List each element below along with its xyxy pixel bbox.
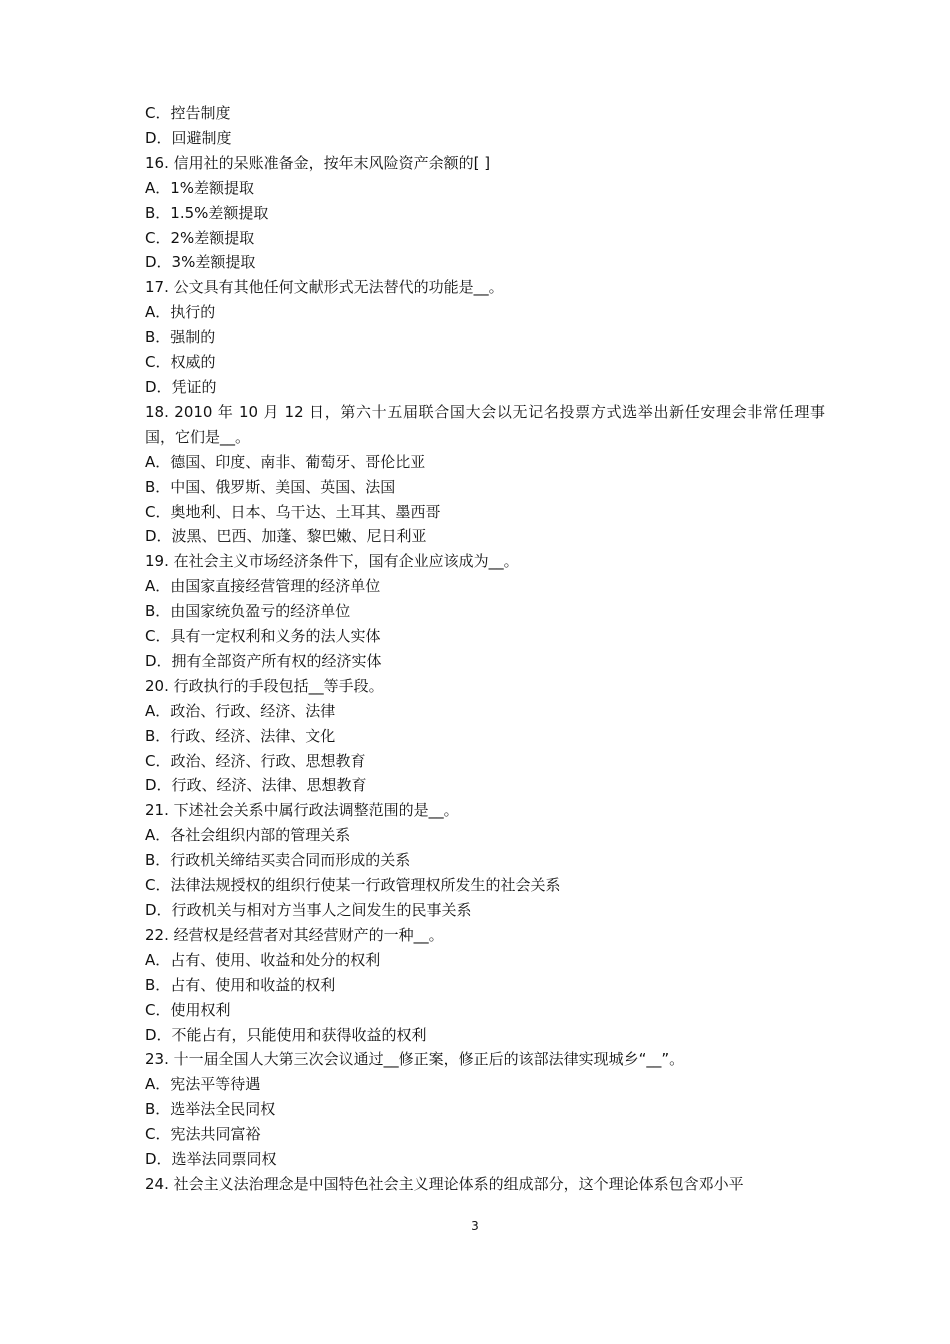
answer-option: D．行政、经济、法律、思想教育 <box>145 776 367 795</box>
answer-option: A．德国、印度、南非、葡萄牙、哥伦比亚 <box>145 452 426 471</box>
answer-option: A．1%差额提取 <box>145 178 255 197</box>
answer-option: B．行政、经济、法律、文化 <box>145 726 336 745</box>
answer-option: D．波黑、巴西、加蓬、黎巴嫩、尼日利亚 <box>145 527 427 546</box>
answer-option: A．由国家直接经营管理的经济单位 <box>145 577 381 596</box>
answer-option: C．具有一定权利和义务的法人实体 <box>145 627 381 646</box>
answer-option: D．回避制度 <box>145 128 232 147</box>
page-number: 3 <box>471 1219 479 1233</box>
answer-option: A．宪法平等待遇 <box>145 1075 261 1094</box>
answer-option: B．占有、使用和收益的权利 <box>145 975 336 994</box>
answer-option: C．法律法规授权的组织行使某一行政管理权所发生的社会关系 <box>145 876 561 895</box>
answer-option: B．1.5%差额提取 <box>145 203 269 222</box>
question-stem: 21. 下述社会关系中属行政法调整范围的是__。 <box>145 801 459 820</box>
question-stem: 22. 经营权是经营者对其经营财产的一种__。 <box>145 925 444 944</box>
question-stem: 17. 公文具有其他任何文献形式无法替代的功能是__。 <box>145 278 504 297</box>
answer-option: B．由国家统负盈亏的经济单位 <box>145 602 351 621</box>
answer-option: A．占有、使用、收益和处分的权利 <box>145 950 381 969</box>
answer-option: B．强制的 <box>145 328 216 347</box>
answer-option: C．奥地利、日本、乌干达、土耳其、墨西哥 <box>145 502 441 521</box>
question-text-block <box>145 101 825 1197</box>
answer-option: C．权威的 <box>145 353 216 372</box>
answer-option: C．控告制度 <box>145 104 231 122</box>
answer-option: A．各社会组织内部的管理关系 <box>145 826 351 845</box>
question-stem: 23. 十一届全国人大第三次会议通过__修正案，修正后的该部法律实现城乡“__”。 <box>145 1050 685 1069</box>
answer-option: B．中国、俄罗斯、美国、英国、法国 <box>145 477 396 496</box>
answer-option: D．不能占有，只能使用和获得收益的权利 <box>145 1025 427 1044</box>
question-stem: 16. 信用社的呆账准备金，按年末风险资产余额的[ ] <box>145 153 491 172</box>
question-stem: 18. 2010 年 10 月 12 日，第六十五届联合国大会以无记名投票方式选举出新任安理会非常任理事国，它们是__。 <box>145 402 825 446</box>
answer-option: D．拥有全部资产所有权的经济实体 <box>145 651 382 670</box>
answer-option: D．3%差额提取 <box>145 253 256 272</box>
answer-option: B．行政机关缔结买卖合同而形成的关系 <box>145 851 411 870</box>
answer-option: D．凭证的 <box>145 377 217 396</box>
answer-option: C．政治、经济、行政、思想教育 <box>145 751 366 770</box>
answer-option: A．政治、行政、经济、法律 <box>145 701 336 720</box>
answer-option: C．宪法共同富裕 <box>145 1125 261 1144</box>
answer-option: D．行政机关与相对方当事人之间发生的民事关系 <box>145 901 472 919</box>
question-stem: 24. 社会主义法治理念是中国特色社会主义理论体系的组成部分，这个理论体系包含邓小平 <box>145 1174 744 1193</box>
answer-option: C．2%差额提取 <box>145 228 255 247</box>
question-stem: 19. 在社会主义市场经济条件下，国有企业应该成为__。 <box>145 552 519 571</box>
answer-option: B．选举法全民同权 <box>145 1100 276 1119</box>
answer-option: D．选举法同票同权 <box>145 1150 277 1169</box>
answer-option: C．使用权利 <box>145 1000 231 1019</box>
question-stem: 20. 行政执行的手段包括__等手段。 <box>145 676 384 695</box>
answer-option: A．执行的 <box>145 303 216 322</box>
